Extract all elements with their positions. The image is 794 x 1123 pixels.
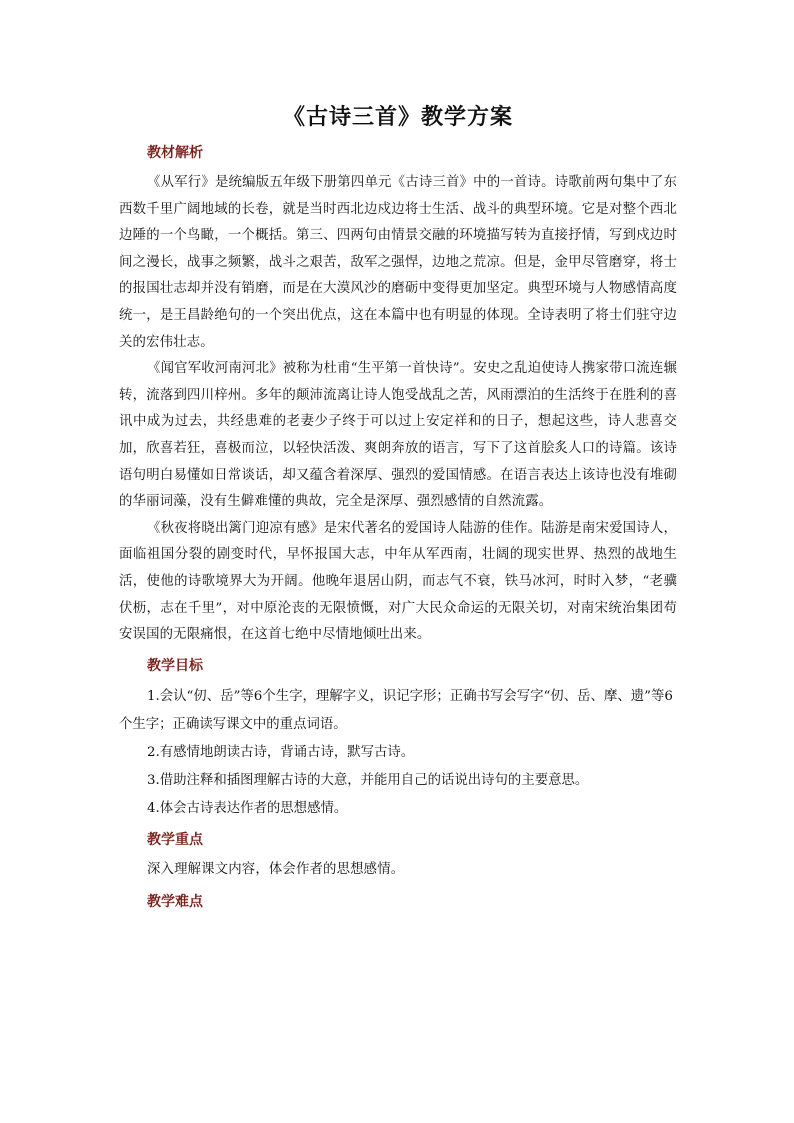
document-body [119, 140, 677, 915]
section-heading-difficulty: 教学难点 [147, 894, 203, 911]
focus-text: 深入理解课文内容，体会作者的思想感情。 [147, 861, 405, 877]
goal-item-4: 4.体会古诗表达作者的思想感情。 [147, 800, 348, 816]
goal-item-1: 1.会认“仞、岳”等6个生字，理解字义，识记字形；正确书写会写字“仞、岳、摩、遗”等6个生字；正确读写课文中的重点词语。 [119, 688, 673, 732]
goal-item-2: 2.有感情地朗读古诗，背诵古诗，默写古诗。 [147, 744, 415, 760]
analysis-paragraph-2: 《闻官军收河南河北》被称为杜甫“生平第一首快诗”。安史之乱迫使诗人携家带口流连辗转，流落到四川梓州。多年的颠沛流离让诗人饱受战乱之苦，风雨漂泊的生活终于在胜利的喜讯中成为过去，共经患难的老妻少子终于可以过上安定祥和的日子，想起这些，诗人悲喜交加，欣喜若狂，喜极而泣，以轻快活泼、爽朗奔放的语言，写下了这首脍炙人口的诗篇。该诗语句明白易懂如日常谈话，却又蕴含着深厚、强烈的爱国情感。在语言表达上该诗也没有堆砌的华丽词藻，没有生僻难懂的典故，完全是深厚、强烈感情的自然流露。 [119, 361, 677, 510]
goal-item-3: 3.借助注释和插图理解古诗的大意，并能用自己的话说出诗句的主要意思。 [147, 772, 589, 788]
page-title: 《古诗三首》教学方案 [282, 104, 513, 130]
section-heading-focus: 教学重点 [147, 831, 203, 848]
analysis-paragraph-1: 《从军行》是统编版五年级下册第四单元《古诗三首》中的一首诗。诗歌前两句集中了东西数千里广阔地域的长卷，就是当时西北边戍边将士生活、战斗的典型环境。它是对整个西北边陲的一个鸟瞰，一个概括。第三、四两句由情景交融的环境描写转为直接抒情，写到戍边时间之漫长，战事之频繁，战斗之艰苦，敌军之强悍，边地之荒凉。但是，金甲尽管磨穿，将士的报国壮志却并没有销磨，而是在大漠风沙的磨砺中变得更加坚定。典型环境与人物感情高度统一，是王昌龄绝句的一个突出优点，这在本篇中也有明显的体现。全诗表明了将士们驻守边关的宏伟壮志。 [119, 175, 677, 350]
analysis-paragraph-3: 《秋夜将晓出篱门迎凉有感》是宋代著名的爱国诗人陆游的佳作。陆游是南宋爱国诗人，面临祖国分裂的剧变时代，早怀报国大志，中年从军西南，壮阔的现实世界、热烈的战地生活，使他的诗歌境界大为开阔。他晚年退居山阴，而志气不衰，铁马冰河，时时入梦，“老骥伏枥，志在千里”，对中原沦丧的无限愤慨，对广大民众命运的无限关切，对南宋统治集团苟安误国的无限痛恨，在这首七绝中尽情地倾吐出来。 [119, 520, 677, 643]
section-heading-analysis: 教材解析 [147, 145, 203, 161]
section-heading-goals: 教学目标 [147, 657, 203, 674]
